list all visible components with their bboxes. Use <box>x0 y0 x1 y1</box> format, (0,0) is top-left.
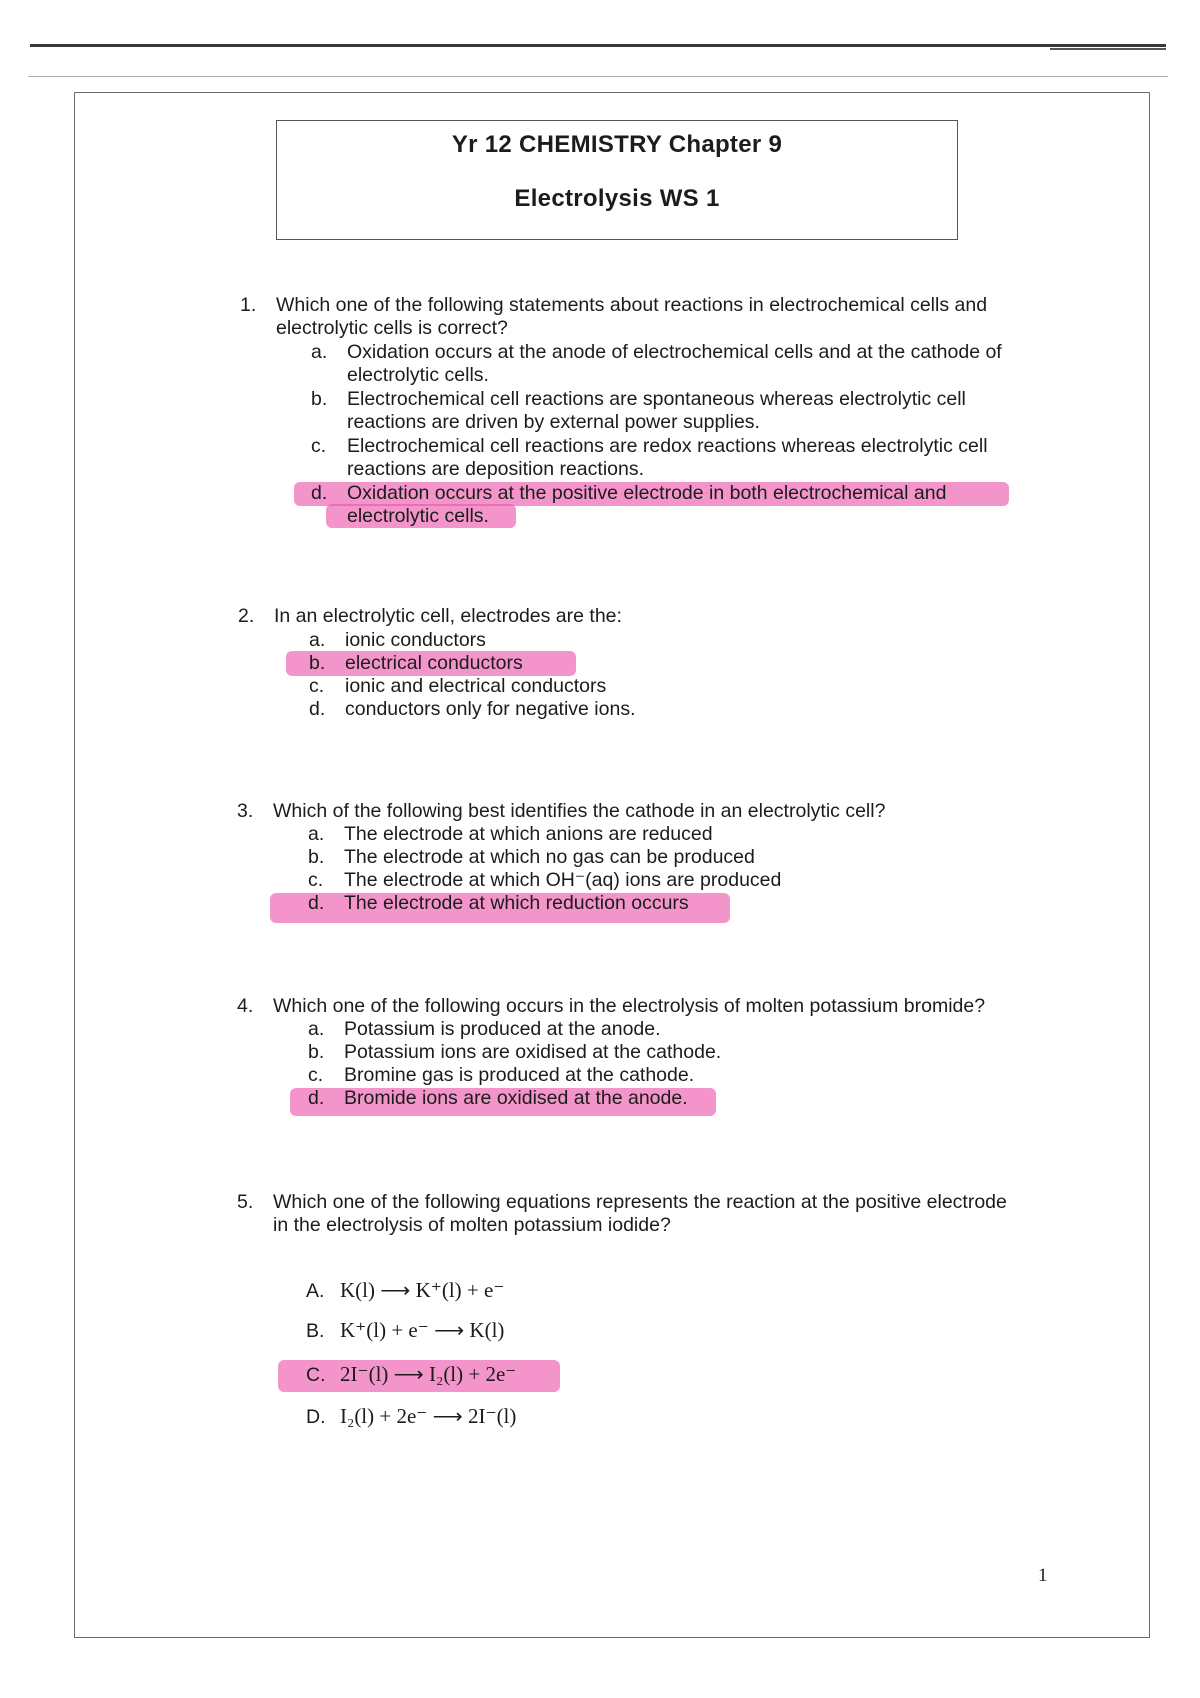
option-letter: B. <box>306 1320 325 1342</box>
question-number: 2. <box>238 605 255 627</box>
equation-text: K(l) ⟶ K⁺(l) + e⁻ <box>340 1278 505 1302</box>
option-letter: c. <box>309 675 325 697</box>
option-text: The electrode at which anions are reduced <box>344 823 713 845</box>
question-text: in the electrolysis of molten potassium iodide? <box>273 1214 671 1236</box>
question-text: Which one of the following occurs in the electrolysis of molten potassium bromide? <box>273 995 986 1017</box>
option-text: Potassium is produced at the anode. <box>344 1018 661 1040</box>
equation-text: I₂(l) + 2e⁻ ⟶ 2I⁻(l) <box>340 1404 517 1428</box>
equation-text: K⁺(l) + e⁻ ⟶ K(l) <box>340 1318 505 1342</box>
scan-edge-line <box>28 76 1168 77</box>
option-letter: C. <box>306 1364 326 1386</box>
question-number: 3. <box>237 800 254 822</box>
equation-text: 2I⁻(l) ⟶ I₂(l) + 2e⁻ <box>340 1362 517 1386</box>
scan-edge-line <box>30 44 1166 47</box>
option-text: Potassium ions are oxidised at the cathode. <box>344 1041 722 1063</box>
option-text: conductors only for negative ions. <box>345 698 636 720</box>
scan-edge-line <box>1050 48 1166 50</box>
option-text: The electrode at which no gas can be produced <box>344 846 755 868</box>
option-text: electrolytic cells. <box>347 505 489 527</box>
option-letter: b. <box>308 846 325 868</box>
equation-option-b <box>306 1318 504 1343</box>
question-text: electrolytic cells is correct? <box>276 317 508 339</box>
option-letter: b. <box>309 652 326 674</box>
question-number: 4. <box>237 995 254 1017</box>
option-letter: a. <box>309 629 326 651</box>
option-letter: d. <box>309 698 326 720</box>
question-text: In an electrolytic cell, electrodes are the: <box>274 605 622 627</box>
question-text: Which one of the following statements about reactions in electrochemical cells and <box>276 294 988 316</box>
option-letter: d. <box>308 1087 325 1109</box>
option-text: Oxidation occurs at the anode of electrochemical cells and at the cathode of <box>347 341 1002 363</box>
worksheet-title: Yr 12 CHEMISTRY Chapter 9 <box>451 131 783 158</box>
option-letter: b. <box>308 1041 325 1063</box>
equation-option-c <box>306 1362 516 1387</box>
option-text: reactions are deposition reactions. <box>347 458 645 480</box>
option-text: Bromine gas is produced at the cathode. <box>344 1064 695 1086</box>
option-text: reactions are driven by external power supplies. <box>347 411 760 433</box>
question-text: Which one of the following equations represents the reaction at the positive electrode <box>273 1191 1007 1213</box>
option-text: The electrode at which reduction occurs <box>344 892 689 914</box>
option-letter: d. <box>311 482 328 504</box>
option-letter: D. <box>306 1406 326 1428</box>
option-letter: a. <box>308 1018 325 1040</box>
option-text: ionic conductors <box>345 629 486 651</box>
option-letter: c. <box>308 869 324 891</box>
option-letter: c. <box>311 435 327 457</box>
page-number: 1 <box>1038 1565 1048 1586</box>
option-text: ionic and electrical conductors <box>345 675 607 697</box>
option-text: electrical conductors <box>345 652 523 674</box>
option-letter: a. <box>308 823 325 845</box>
option-letter: d. <box>308 892 325 914</box>
equation-option-d <box>306 1404 516 1429</box>
option-text: Bromide ions are oxidised at the anode. <box>344 1087 688 1109</box>
question-number: 1. <box>240 294 257 316</box>
option-letter: a. <box>311 341 328 363</box>
option-text: The electrode at which OH⁻(aq) ions are produced <box>344 869 782 891</box>
option-text: Oxidation occurs at the positive electrode in both electrochemical and <box>347 482 947 504</box>
title-box <box>276 120 958 240</box>
question-text: Which of the following best identifies the cathode in an electrolytic cell? <box>273 800 886 822</box>
equation-option-a <box>306 1278 504 1303</box>
option-letter: c. <box>308 1064 324 1086</box>
option-text: Electrochemical cell reactions are redox reactions whereas electrolytic cell <box>347 435 988 457</box>
worksheet-subtitle: Electrolysis WS 1 <box>514 185 720 212</box>
question-number: 5. <box>237 1191 254 1213</box>
option-letter: b. <box>311 388 328 410</box>
option-text: electrolytic cells. <box>347 364 489 386</box>
option-text: Electrochemical cell reactions are spontaneous whereas electrolytic cell <box>347 388 966 410</box>
option-letter: A. <box>306 1280 325 1302</box>
